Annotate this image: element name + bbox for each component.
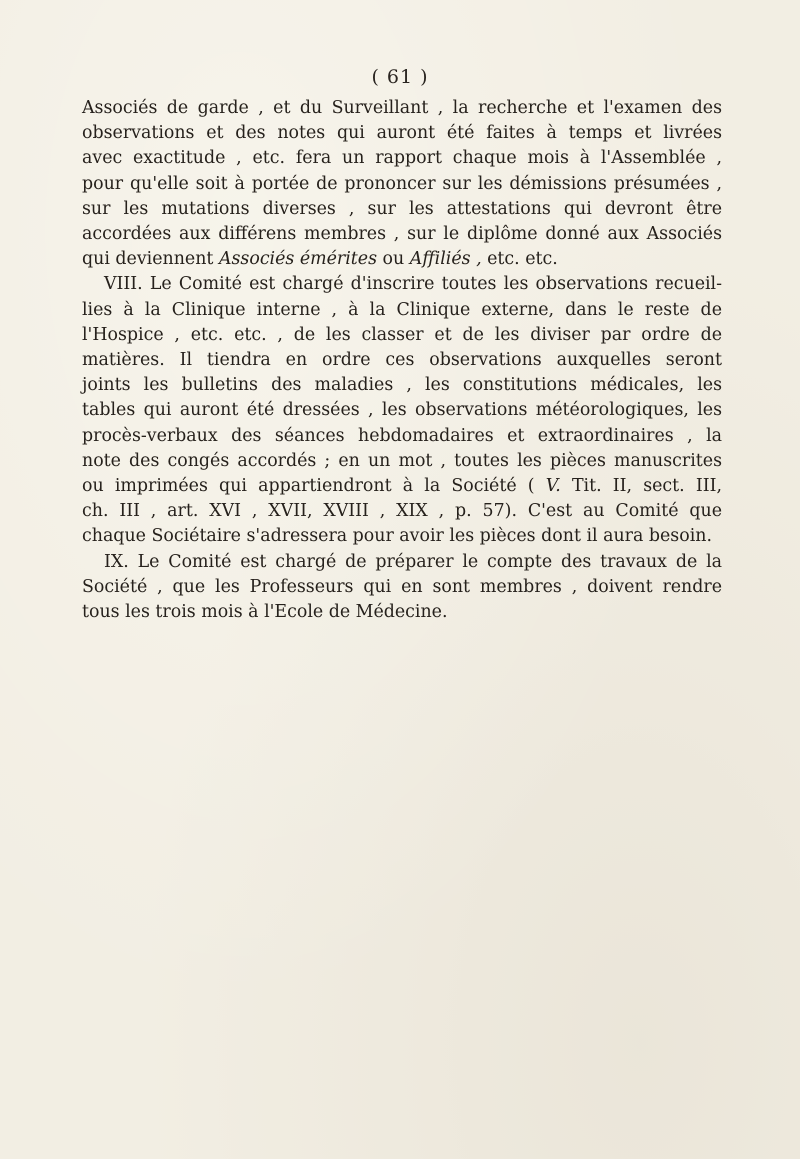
text-line: observations et des notes qui auront été faites à temps et livrées — [82, 123, 722, 144]
text-line: sur les mutations diverses , sur les attestations qui devront être — [82, 198, 722, 219]
body-text — [82, 96, 722, 625]
italic-term: Affiliés , — [409, 249, 482, 270]
text-line — [82, 474, 722, 499]
text-line: tous les trois mois à l'Ecole de Médecine. — [82, 602, 448, 623]
text-line: joints les bulletins des maladies , les constitutions médicales, les — [82, 375, 722, 396]
paragraph-1 — [82, 96, 722, 272]
page-number: ( 61 ) — [371, 66, 429, 88]
text-line: chaque Sociétaire s'adressera pour avoir les pièces dont il aura besoin. — [82, 526, 712, 547]
italic-term: V. — [545, 476, 561, 497]
text-fragment: ou imprimées qui appartiendront à la Société ( — [82, 476, 546, 497]
text-line: VIII. Le Comité est chargé d'inscrire toutes les observations recueil- — [104, 274, 722, 295]
text-line: tables qui auront été dressées , les observations météorologiques, les — [82, 400, 722, 421]
text-fragment: ou — [377, 249, 410, 270]
text-line: avec exactitude , etc. fera un rapport chaque mois à l'Assemblée , — [82, 148, 722, 169]
text-fragment: etc. etc. — [481, 249, 558, 270]
show-through-text — [82, 650, 722, 980]
text-line: Société , que les Professeurs qui en sont membres , doivent rendre — [82, 576, 722, 597]
paragraph-3 — [82, 550, 722, 626]
text-line: pour qu'elle soit à portée de prononcer sur les démissions présumées , — [82, 173, 722, 194]
text-line: IX. Le Comité est chargé de préparer le compte des travaux de la — [104, 551, 722, 572]
text-line: matières. Il tiendra en ordre ces observations auxquelles seront — [82, 350, 722, 371]
text-fragment: qui deviennent — [82, 249, 219, 270]
text-line: lies à la Clinique interne , à la Clinique externe, dans le reste de — [82, 299, 722, 320]
text-line: accordées aux différens membres , sur le diplôme donné aux Associés — [82, 224, 722, 245]
text-line — [82, 247, 722, 272]
text-line: l'Hospice , etc. etc. , de les classer et de les diviser par ordre de — [82, 324, 722, 345]
text-line: procès-verbaux des séances hebdomadaires et extraordinaires , la — [82, 425, 722, 446]
text-line: ch. III , art. XVI , XVII, XVIII , XIX , p. 57). C'est au Comité que — [82, 501, 722, 522]
text-line: note des congés accordés ; en un mot , toutes les pièces manuscrites — [82, 450, 722, 471]
text-fragment: Tit. II, sect. III, — [560, 476, 722, 497]
paragraph-2 — [82, 272, 722, 549]
italic-term: Associés émérites — [218, 249, 378, 270]
text-line: Associés de garde , et du Surveillant , la recherche et l'examen des — [82, 98, 722, 118]
